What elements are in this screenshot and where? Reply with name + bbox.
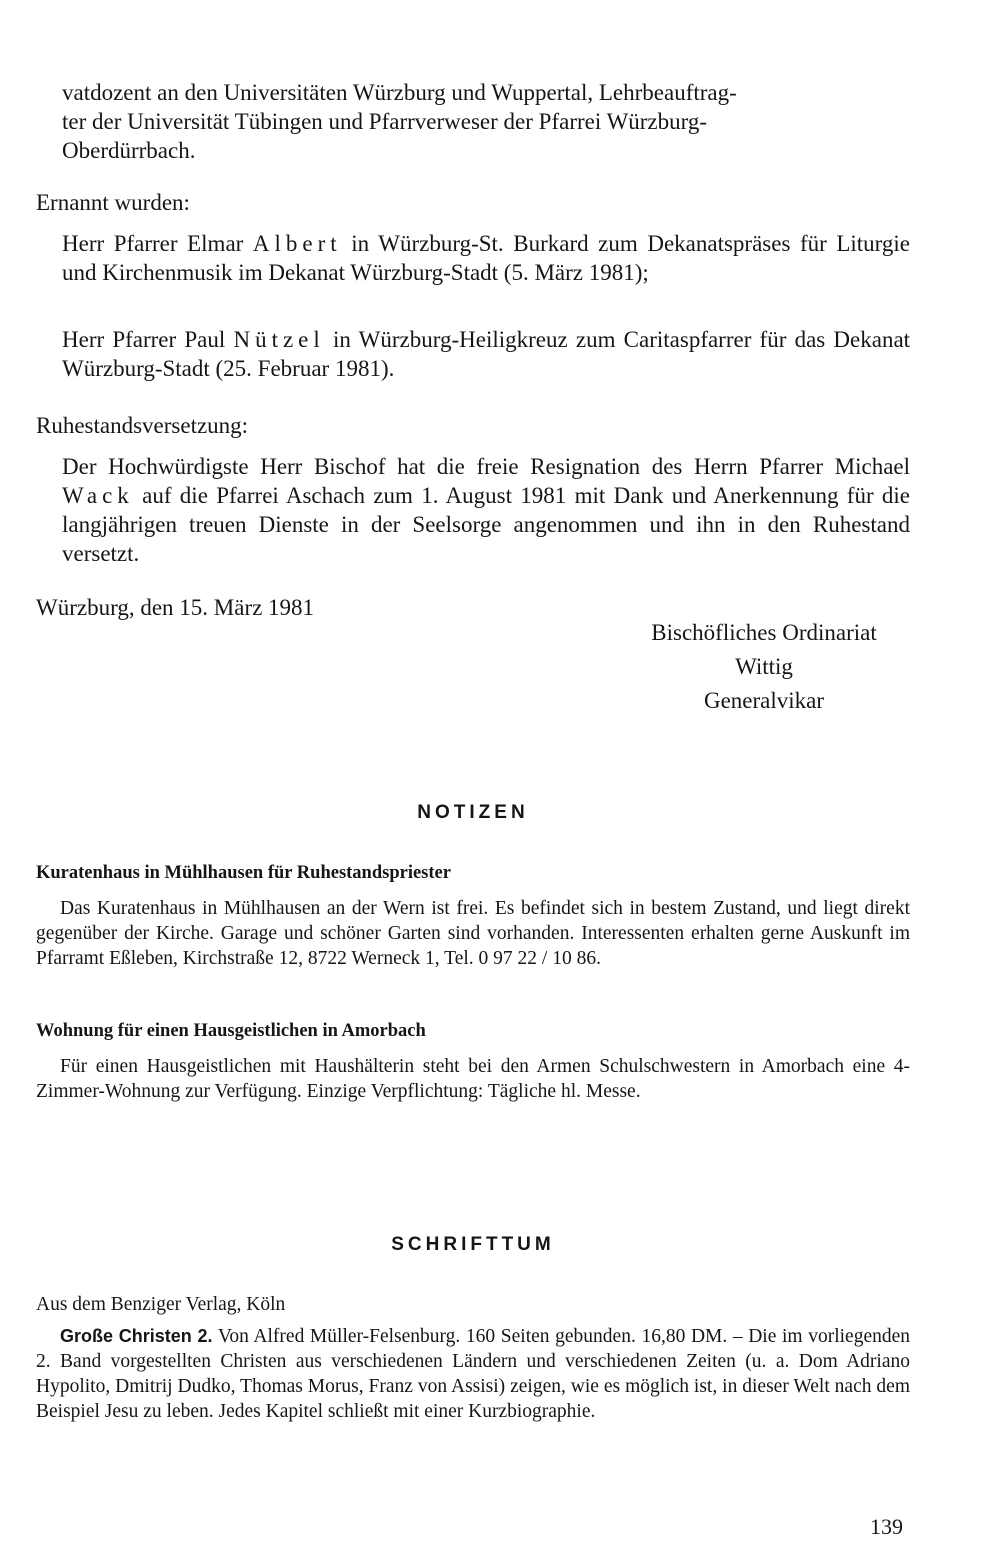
retirement-heading: Ruhestandsversetzung: (36, 413, 249, 438)
page-number: 139 (870, 1514, 903, 1539)
appointment-prefix: Herr Pfarrer Elmar (62, 231, 244, 256)
retirement-text-end: auf die Pfarrei Aschach zum 1. August 1981 mit Dank und Anerkennung für die langjährigen treuen Dienste in der Seelsorge angenommen und ihn in den Ruhestand versetzt. (62, 483, 911, 566)
signature-block (614, 616, 914, 718)
appointee-name: Nützel (233, 327, 325, 352)
signature-name: Wittig (735, 654, 793, 679)
appointment-text: in Würzburg-Heiligkreuz zum Caritaspfarrer für das Dekanat Würzburg-Stadt (25. Februar 1981). (62, 327, 911, 381)
signature-title: Generalvikar (703, 688, 825, 713)
intro-line: Oberdürrbach. (62, 138, 196, 163)
book-title: Große Christen 2. (60, 1326, 213, 1346)
notice-title: Wohnung für einen Hausgeistlichen in Amorbach (36, 1021, 426, 1041)
notice-text: Das Kuratenhaus in Mühlhausen an der Wern ist frei. Es befindet sich in bestem Zustand, und liegt direkt gegenüber der Kirche. Garage und schöner Garten sind vorhanden. Interessenten erhalten gerne Auskunft im Pfarramt Eßleben, Kirchstraße 12, 8722 Werneck 1, Tel. 0 97 22 / 10 86. (36, 898, 910, 969)
notice-text: Für einen Hausgeistlichen mit Haushälterin steht bei den Armen Schulschwestern in Amorbach eine 4-Zimmer-Wohnung zur Verfügung. Einzige Verpflichtung: Tägliche hl. Messe. (36, 1056, 910, 1102)
schrifttum-heading: SCHRIFTTUM (391, 1234, 555, 1255)
notizen-heading: NOTIZEN (417, 802, 529, 823)
intro-line: vatdozent an den Universitäten Würzburg und Wuppertal, Lehrbeauftrag- (62, 80, 737, 105)
retiree-name: Wack (62, 483, 134, 508)
signature-office: Bischöfliches Ordinariat (651, 620, 877, 645)
appointment-text: in Würzburg-St. Burkard zum Dekanatspräses für Liturgie und Kirchenmusik im Dekanat Würzburg-Stadt (5. März 1981); (62, 231, 911, 285)
book-details: Von Alfred Müller-Felsenburg. 160 Seiten gebunden. 16,80 DM. (217, 1326, 728, 1347)
appointments-heading: Ernannt wurden: (36, 190, 190, 215)
book-review-text: – Die im vorliegenden 2. Band vorgestellten Christen aus verschiedenen Ländern und verschiedenen Zeiten (u. a. Dom Adriano Hypolito, Dmitrij Dudko, Thomas Morus, Franz von Assisi) zeigen, wie es möglich ist, in dieser Welt nach dem Beispiel Jesu zu leben. Jedes Kapitel schließt mit einer Kurzbiographie. (36, 1326, 911, 1422)
retirement-paragraph (62, 452, 910, 568)
appointment-prefix: Herr Pfarrer Paul (62, 327, 226, 352)
notice-title: Kuratenhaus in Mühlhausen für Ruhestandspriester (36, 863, 451, 883)
dateline: Würzburg, den 15. März 1981 (36, 595, 315, 620)
appointment-entry (62, 229, 910, 287)
retirement-text-start: Der Hochwürdigste Herr Bischof hat die freie Resignation des Herrn Pfarrer Michael (62, 454, 910, 479)
intro-line: ter der Universität Tübingen und Pfarrverweser der Pfarrei Würzburg- (62, 109, 708, 134)
intro-paragraph (62, 78, 910, 165)
appointee-name: Albert (252, 231, 342, 256)
book-review (36, 1324, 910, 1424)
publisher-line: Aus dem Benziger Verlag, Köln (36, 1294, 286, 1315)
appointment-entry (62, 325, 910, 383)
